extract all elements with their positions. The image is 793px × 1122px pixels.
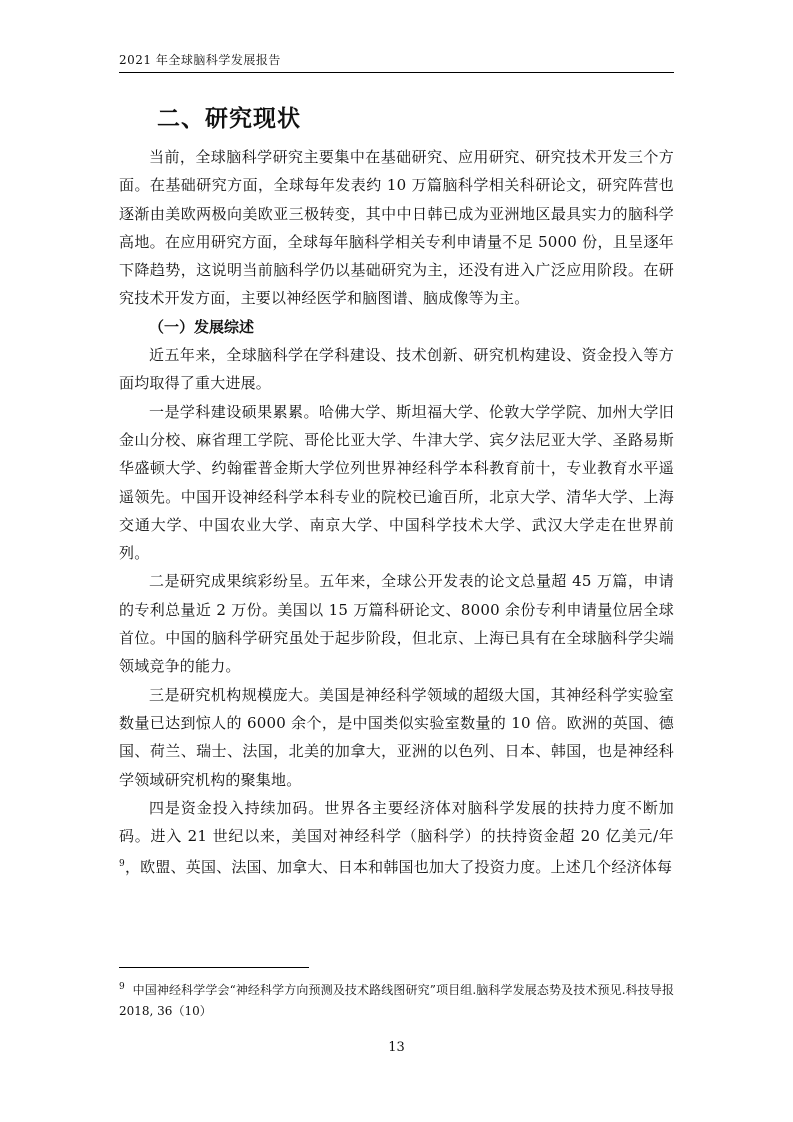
footnote-reference[interactable]: 9 xyxy=(119,859,125,870)
section-title: 二、研究现状 xyxy=(157,106,301,132)
funding-text-a: 四是资金投入持续加码。世界各主要经济体对脑科学发展的扶持力度不断加码。进入 21 世纪以来，美国对神经科学（脑科学）的扶持资金超 20 亿美元/年 xyxy=(119,798,674,846)
page-number: 13 xyxy=(388,1040,405,1055)
subheading: （一）发展综述 xyxy=(149,317,255,336)
paragraph-overview: 当前，全球脑科学研究主要集中在基础研究、应用研究、研究技术开发三个方面。在基础研究方面，全球每年发表约 10 万篇脑科学相关科研论文，研究阵营也逐渐由美欧两极向美欧亚三极转变，其中中日韩已成为亚洲地区最具实力的脑科学高地。在应用研究方面，全球每年脑科学相关专利申请量不足 5000 份，且呈逐年下降趋势，这说明当前脑科学仍以基础研究为主，还没有进入广泛应用阶段。在研究技术开发方面，主要以神经医学和脑图谱、脑成像等为主。 xyxy=(119,148,674,308)
body-text xyxy=(119,143,674,882)
header-divider xyxy=(119,72,674,73)
paragraph-institutions: 三是研究机构规模庞大。美国是神经科学领域的超级大国，其神经科学实验室数量已达到惊人的 6000 余个，是中国类似实验室数量的 10 倍。欧洲的英国、德国、荷兰、瑞士、法国，北美的加拿大，亚洲的以色列、日本、韩国，也是神经科学领域研究机构的聚集地。 xyxy=(119,685,674,789)
paragraph-intro: 近五年来，全球脑科学在学科建设、技术创新、研究机构建设、资金投入等方面均取得了重大进展。 xyxy=(119,346,674,393)
footnote-text: 中国神经科学学会“神经科学方向预测及技术路线图研究”项目组.脑科学发展态势及技术预见.科技导报 2018, 36（10） xyxy=(119,983,674,1018)
footnote-divider xyxy=(119,967,309,968)
footnote-marker: 9 xyxy=(119,982,125,992)
paragraph-results: 二是研究成果缤彩纷呈。五年来，全球公开发表的论文总量超 45 万篇，申请的专利总量近 2 万份。美国以 15 万篇科研论文、8000 余份专利申请量位居全球首位。中国的脑科学研究虽处于起步阶段，但北京、上海已具有在全球脑科学尖端领域竞争的能力。 xyxy=(119,572,674,676)
running-header: 2021 年全球脑科学发展报告 xyxy=(119,53,281,67)
funding-text-b: ，欧盟、英国、法国、加拿大、日本和韩国也加大了投资力度。上述几个经济体每 xyxy=(124,858,673,877)
paragraph-disciplines: 一是学科建设硕果累累。哈佛大学、斯坦福大学、伦敦大学学院、加州大学旧金山分校、麻省理工学院、哥伦比亚大学、牛津大学、宾夕法尼亚大学、圣路易斯华盛顿大学、约翰霍普金斯大学位列世界神经科学本科教育前十，专业教育水平遥遥领先。中国开设神经科学本科专业的院校已逾百所，北京大学、清华大学、上海交通大学、中国农业大学、南京大学、中国科学技术大学、武汉大学走在世界前列。 xyxy=(119,402,674,563)
footnote xyxy=(119,977,674,1022)
paragraph-funding xyxy=(119,794,674,882)
